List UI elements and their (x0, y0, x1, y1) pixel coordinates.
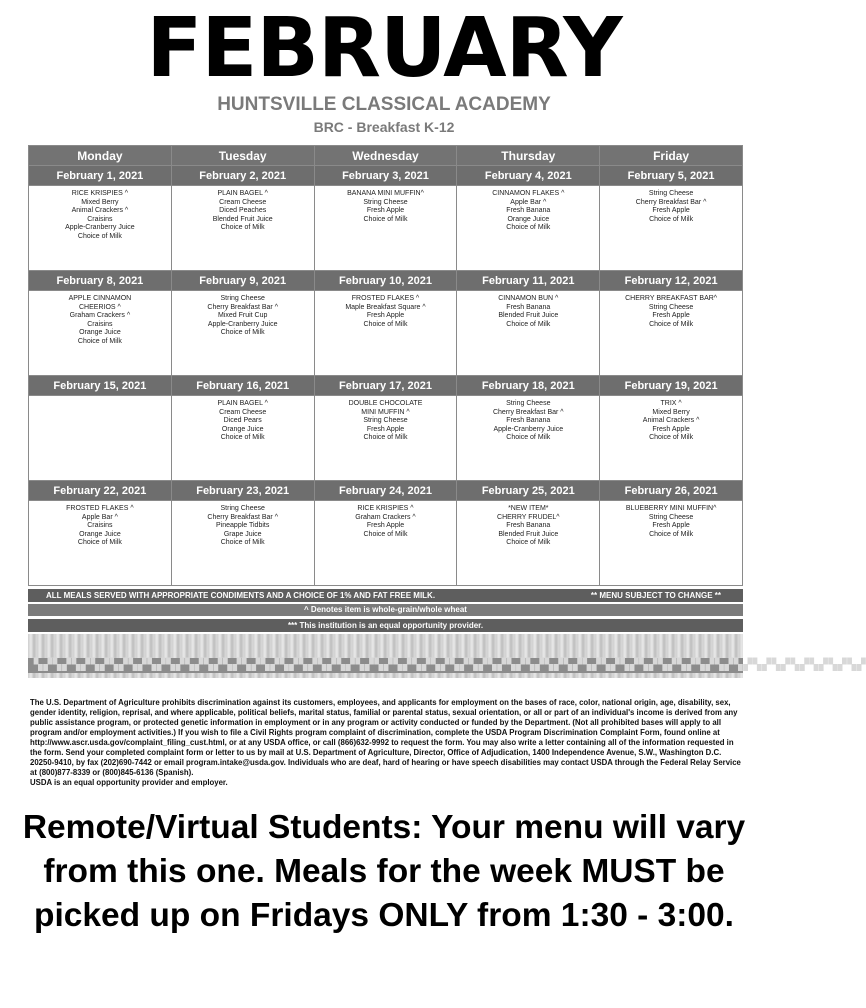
date-cell: February 12, 2021 (600, 271, 743, 291)
menu-items (315, 291, 457, 329)
menu-item: Mixed Fruit Cup (217, 312, 268, 320)
date-cell: February 2, 2021 (171, 166, 314, 186)
date-cell: February 8, 2021 (29, 271, 172, 291)
menu-item: Choice of Milk (363, 320, 408, 328)
menu-item: Craisins (87, 522, 113, 530)
menu-row (29, 501, 743, 586)
menu-cell (457, 291, 600, 376)
menu-cell (171, 501, 314, 586)
menu-change-note: ** MENU SUBJECT TO CHANGE ** (590, 591, 721, 600)
date-cell: February 24, 2021 (314, 481, 457, 501)
menu-item: Graham Crackers ^ (355, 513, 416, 521)
menu-item: Grape Juice (223, 530, 262, 538)
menu-item: Orange Juice (221, 425, 264, 433)
date-cell: February 26, 2021 (600, 481, 743, 501)
menu-cell (29, 291, 172, 376)
menu-item: Cherry Breakfast Bar ^ (492, 408, 564, 416)
menu-item: TRIX ^ (660, 400, 682, 407)
menu-item: String Cheese (648, 303, 694, 311)
menu-item: Blended Fruit Juice (212, 215, 273, 223)
menu-item: Animal Crackers ^ (642, 417, 700, 425)
menu-item: Cream Cheese (219, 198, 267, 206)
menu-cell (600, 501, 743, 586)
menu-item: Choice of Milk (77, 539, 122, 547)
calendar-body (29, 166, 743, 586)
menu-cell (29, 186, 172, 271)
menu-item: String Cheese (363, 417, 408, 425)
menu-items (315, 396, 457, 443)
menu-item: Fresh Apple (652, 425, 690, 433)
menu-item: Fresh Apple (366, 522, 405, 530)
menu-item: Fresh Apple (366, 312, 405, 320)
menu-cell (314, 291, 457, 376)
menu-item: Cherry Breakfast Bar ^ (207, 513, 278, 521)
menu-item: Choice of Milk (649, 530, 694, 538)
menu-item: Apple-Cranberry Juice (65, 224, 135, 232)
weekday-header: Thursday (457, 146, 600, 166)
menu-items (29, 396, 171, 400)
usda-statement-text: The U.S. Department of Agriculture prohibits discrimination against its customers, employees, and applicants for employment on the bases of race, color, national origin, age, disability, sex, gender identity, religion, reprisal, and where applicable, political beliefs, marital status, familial or parental status, sexual orientation, or all or part of an individual's income is derived from any public assistance program, or protected genetic information in employment or in any program or activity conducted or funded by the Department. (Not all prohibited bases will apply to all program and/or employment activities.) If you wish to file a Civil Rights program complaint of discrimination, complete the USDA Program Discrimination Complaint Form, found online at http://www.ascr.usda.gov/complaint_filing_cust.html, or at any USDA office, or call (866)632-9992 to request the form. You may also write a letter containing all of the information requested in the form. Send your completed complaint form or letter to us by mail at U.S. Department of Agriculture, Director, Office of Adjudication, 1400 Independence Avenue, S.W., Washington D.C. 20250-9410, by fax (202)690-7442 or email program.intake@usda.gov. Individuals who are deaf, hard of hearing or have speech disabilities may contact USDA through the Federal Relay Service at (800)877-8339 or (800)845-6136 (Spanish). (30, 698, 741, 777)
date-cell: February 16, 2021 (171, 376, 314, 396)
date-row (29, 271, 743, 291)
menu-item: Choice of Milk (363, 530, 408, 538)
date-cell: February 23, 2021 (171, 481, 314, 501)
menu-cell (29, 396, 172, 481)
menu-item: Choice of Milk (77, 232, 122, 240)
menu-item: Craisins (87, 215, 113, 223)
menu-row (29, 396, 743, 481)
breakfast-calendar (28, 145, 743, 586)
menu-item: Orange Juice (79, 530, 121, 538)
menu-item: Cherry Breakfast Bar ^ (207, 303, 278, 311)
menu-item: Fresh Banana (506, 417, 551, 425)
menu-item: Orange Juice (79, 329, 121, 337)
menu-item: Orange Juice (507, 215, 550, 223)
weekday-header: Tuesday (171, 146, 314, 166)
menu-item: FROSTED FLAKES ^ (351, 295, 420, 302)
menu-item: Choice of Milk (649, 215, 694, 223)
menu-item: Maple Breakfast Square ^ (345, 303, 426, 311)
menu-item: Choice of Milk (363, 215, 408, 223)
weekday-header: Monday (29, 146, 172, 166)
menu-item: Fresh Banana (506, 303, 551, 311)
school-name: HUNTSVILLE CLASSICAL ACADEMY (217, 94, 551, 115)
menu-items (172, 501, 314, 548)
menu-item: Fresh Apple (652, 522, 690, 530)
menu-item: Choice of Milk (363, 434, 408, 442)
menu-item: Apple Bar ^ (81, 513, 118, 521)
menu-cell (314, 501, 457, 586)
menu-items (172, 396, 314, 443)
date-cell: February 11, 2021 (457, 271, 600, 291)
menu-item: Animal Crackers ^ (71, 207, 129, 215)
menu-subtitle: BRC - Breakfast K-12 (313, 119, 455, 135)
menu-item: Diced Pears (223, 417, 262, 425)
date-cell: February 5, 2021 (600, 166, 743, 186)
menu-cell (600, 186, 743, 271)
weekday-header-row (29, 146, 743, 166)
date-cell: February 17, 2021 (314, 376, 457, 396)
menu-item: Apple-Cranberry Juice (493, 425, 564, 433)
remote-students-notice: Remote/Virtual Students: Your menu will vary from this one. Meals for the week MUST be picked up on Fridays ONLY from 1:30 - 3:00. (22, 809, 746, 934)
date-row (29, 481, 743, 501)
date-cell: February 10, 2021 (314, 271, 457, 291)
menu-cell (457, 501, 600, 586)
menu-cell (600, 291, 743, 376)
menu-item: String Cheese (220, 505, 265, 512)
menu-cell (171, 186, 314, 271)
menu-item: CINNAMON BUN ^ (498, 295, 559, 302)
menu-item: RICE KRISPIES ^ (71, 190, 128, 197)
menu-item: Fresh Banana (506, 207, 551, 215)
menu-item: Fresh Apple (652, 312, 690, 320)
menu-item: Fresh Apple (366, 207, 405, 215)
menu-item: Mixed Berry (81, 198, 119, 206)
menu-cell (171, 291, 314, 376)
menu-item: DOUBLE CHOCOLATE (348, 400, 423, 407)
usda-short-statement: USDA is an equal opportunity provider and employer. (30, 778, 228, 787)
date-row (29, 376, 743, 396)
menu-item: Blended Fruit Juice (498, 530, 559, 538)
weekday-header: Wednesday (314, 146, 457, 166)
menu-item: Fresh Apple (652, 207, 690, 215)
menu-item: CHERRY BREAKFAST BAR^ (625, 295, 718, 302)
menu-items (315, 186, 457, 224)
date-cell: February 1, 2021 (29, 166, 172, 186)
menu-item: String Cheese (506, 400, 551, 407)
menu-items (29, 186, 171, 242)
menu-item: Choice of Milk (506, 224, 551, 232)
menu-items (457, 291, 599, 329)
menu-item: PLAIN BAGEL ^ (217, 190, 268, 197)
menu-cell (29, 501, 172, 586)
menu-cell (457, 396, 600, 481)
menu-cell (314, 396, 457, 481)
menu-item: PLAIN BAGEL ^ (217, 400, 268, 407)
menu-item: BANANA MINI MUFFIN^ (347, 190, 424, 197)
menu-item: String Cheese (648, 513, 694, 521)
menu-item: Choice of Milk (506, 434, 551, 442)
menu-items (29, 501, 171, 548)
menu-items (600, 396, 742, 443)
menu-item: Choice of Milk (220, 539, 265, 547)
menu-item: Apple Bar ^ (510, 198, 547, 206)
date-cell: February 22, 2021 (29, 481, 172, 501)
date-cell: February 19, 2021 (600, 376, 743, 396)
menu-item: Cherry Breakfast Bar ^ (635, 198, 707, 206)
decorative-pattern-strip (28, 634, 866, 678)
menu-cell (457, 186, 600, 271)
menu-item: Choice of Milk (506, 320, 551, 328)
menu-item: *NEW ITEM* (508, 505, 549, 512)
menu-cell (600, 396, 743, 481)
whole-grain-note: ^ Denotes item is whole-grain/whole wheat (28, 604, 743, 616)
date-cell: February 9, 2021 (171, 271, 314, 291)
month-title: FEBRUARY (146, 1, 622, 96)
menu-item: MINI MUFFIN ^ (361, 408, 410, 416)
menu-item: Choice of Milk (506, 539, 551, 547)
menu-item: APPLE CINNAMON (68, 295, 132, 302)
menu-items (600, 186, 742, 224)
menu-item: Graham Crackers ^ (69, 312, 131, 320)
meals-note-banner (28, 589, 743, 602)
weekday-header: Friday (600, 146, 743, 166)
menu-items (172, 291, 314, 338)
menu-cell (314, 186, 457, 271)
menu-item: Diced Peaches (219, 207, 267, 215)
menu-items (457, 396, 599, 443)
date-cell: February 4, 2021 (457, 166, 600, 186)
menu-item: Choice of Milk (220, 224, 265, 232)
meals-note: ALL MEALS SERVED WITH APPROPRIATE CONDIMENTS AND A CHOICE OF 1% AND FAT FREE MILK. (46, 591, 436, 600)
menu-item: Cream Cheese (219, 408, 267, 416)
equal-opportunity-note: *** This institution is an equal opportunity provider. (28, 619, 743, 632)
menu-item: String Cheese (648, 190, 694, 197)
menu-item: Choice of Milk (220, 434, 265, 442)
menu-cell (171, 396, 314, 481)
menu-item: CINNAMON FLAKES ^ (492, 190, 565, 197)
menu-item: String Cheese (363, 198, 408, 206)
menu-item: FROSTED FLAKES ^ (66, 505, 134, 512)
menu-items (457, 501, 599, 548)
menu-item: Choice of Milk (649, 320, 694, 328)
menu-item: String Cheese (220, 295, 265, 302)
date-cell: February 3, 2021 (314, 166, 457, 186)
menu-items (172, 186, 314, 233)
menu-item: Choice of Milk (649, 434, 694, 442)
menu-item: CHEERIOS ^ (79, 303, 121, 311)
menu-items (315, 501, 457, 539)
usda-nondiscrimination-statement (30, 698, 742, 788)
menu-item: Fresh Apple (366, 425, 405, 433)
menu-items (29, 291, 171, 347)
menu-item: CHERRY FRUDEL^ (497, 513, 560, 521)
menu-item: Pineapple Tidbits (216, 522, 270, 530)
menu-item: Blended Fruit Juice (498, 312, 559, 320)
date-cell: February 25, 2021 (457, 481, 600, 501)
menu-item: Craisins (87, 320, 113, 328)
menu-item: Choice of Milk (220, 329, 265, 337)
date-cell: February 15, 2021 (29, 376, 172, 396)
menu-item: Choice of Milk (77, 337, 122, 345)
menu-item: Apple-Cranberry Juice (207, 320, 278, 328)
menu-row (29, 291, 743, 376)
menu-row (29, 186, 743, 271)
menu-item: RICE KRISPIES ^ (357, 505, 414, 512)
date-row (29, 166, 743, 186)
menu-items (600, 501, 742, 539)
menu-item: Mixed Berry (652, 408, 690, 416)
menu-item: Fresh Banana (506, 522, 551, 530)
menu-items (600, 291, 742, 329)
menu-items (457, 186, 599, 233)
pattern-ghost-text: ▚▞▚▞▚▞▚▞▚▞▚▞▚▞▚▞▚▞▚▞▚▞▚▞▚▞▚▞▚▞▚▞▚▞▚▞▚▞▚▞▚▞▚▞▚▞▚▞▚▞▚▞▚▞▚▞▚▞▚▞▚▞▚▞▚▞▚▞▚▞▚▞▚▞▚▞▚▞▚▞▚▞▚▞▚▞▚▞ (34, 659, 866, 671)
date-cell: February 18, 2021 (457, 376, 600, 396)
menu-item: BLUEBERRY MINI MUFFIN^ (625, 505, 717, 512)
